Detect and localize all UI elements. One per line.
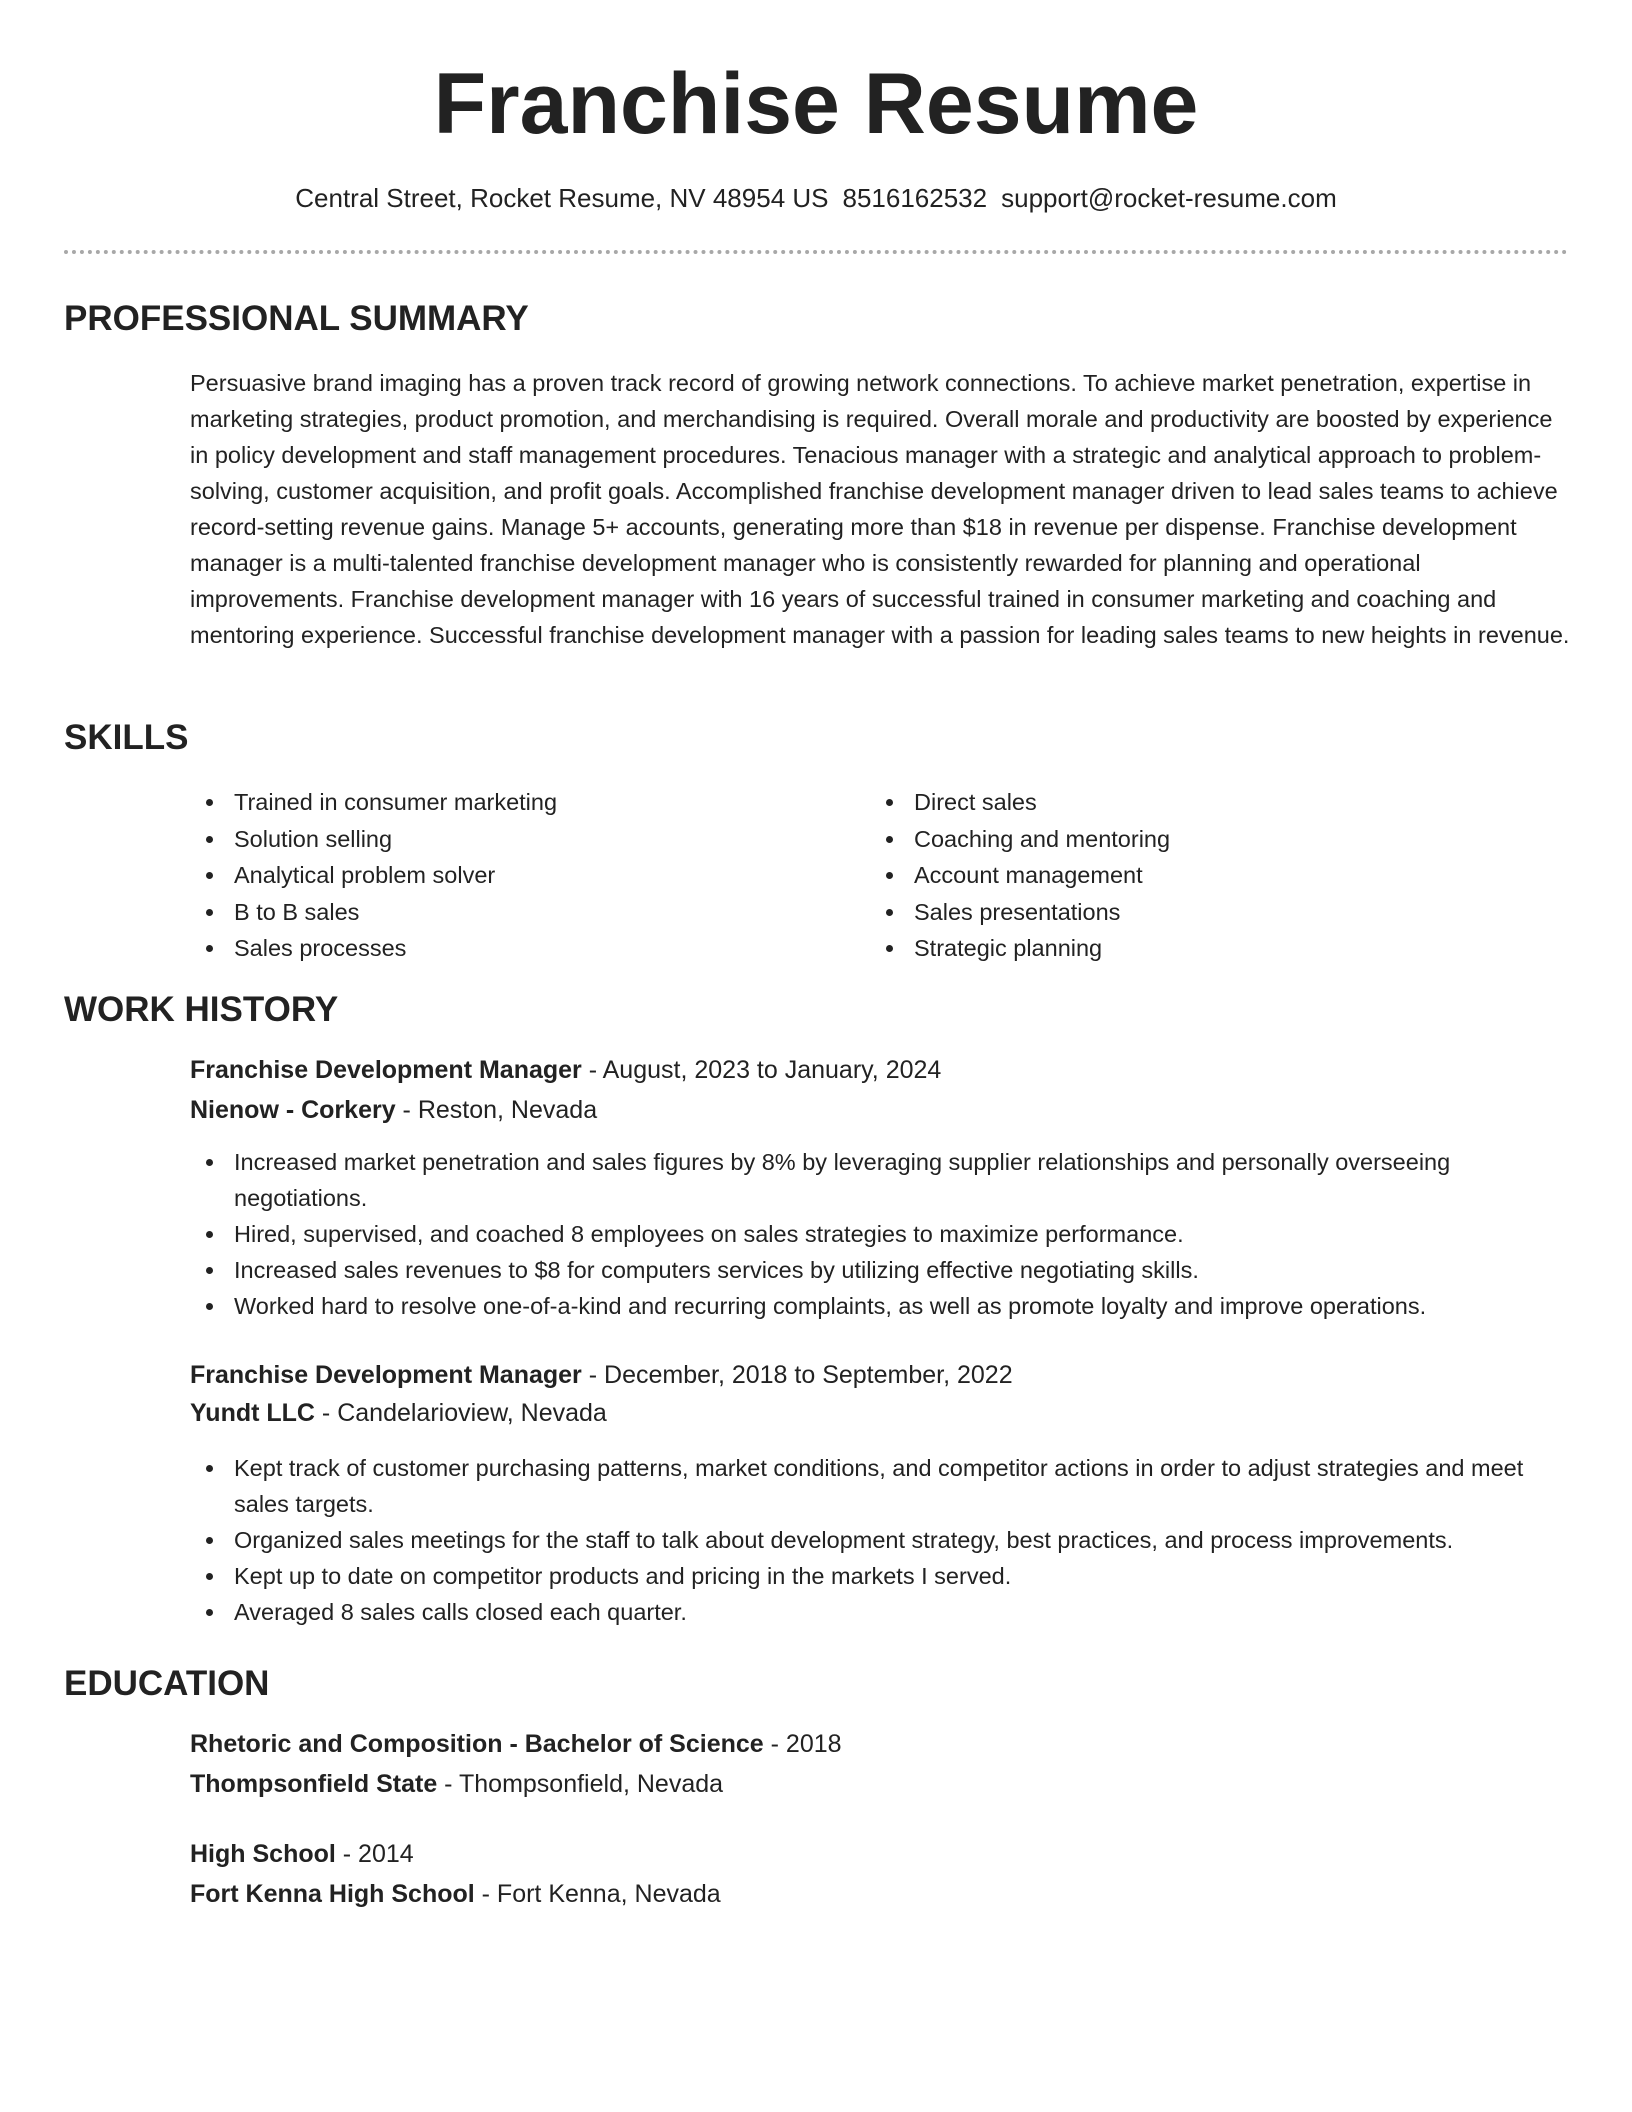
education-year: - 2014 — [335, 1840, 414, 1868]
duty-item: Kept up to date on competitor products and pricing in the markets I served. — [190, 1558, 1570, 1594]
skill-item: Trained in consumer marketing — [190, 784, 830, 821]
resume-name: Franchise Resume — [433, 56, 1199, 152]
duty-item: Kept track of customer purchasing patterns, market conditions, and competitor actions in order to adjust strategies and meet sales targets. — [190, 1450, 1570, 1522]
duty-item: Averaged 8 sales calls closed each quarter. — [190, 1594, 1570, 1630]
education-year: - 2018 — [763, 1730, 842, 1758]
job-title: Franchise Development Manager — [190, 1361, 582, 1389]
contact-email[interactable]: support@rocket-resume.com — [1001, 183, 1337, 213]
job-location: - Candelarioview, Nevada — [314, 1399, 607, 1427]
section-title-work-history: WORK HISTORY — [64, 990, 339, 1029]
skill-item: Solution selling — [190, 821, 830, 858]
summary-text: Persuasive brand imaging has a proven track record of growing network connections. To achieve market penetration, expertise in marketing strategies, product promotion, and merchandising is required. Overall morale and productivity are boosted by experience in policy development and staff management procedures. Tenacious manager with a strategic and analytical approach to problem-solving, customer acquisition, and profit goals. Accomplished franchise development manager driven to lead sales teams to achieve record-setting revenue gains. Manage 5+ accounts, generating more than $18 in revenue per dispense. Franchise development manager is a multi-talented franchise development manager who is consistently rewarded for planning and operational improvements. Franchise development manager with 16 years of successful trained in consumer marketing and coaching and mentoring experience. Successful franchise development manager with a passion for leading sales teams to new heights in revenue. — [190, 370, 1570, 648]
duty-item: Increased market penetration and sales figures by 8% by leveraging supplier relationships and personally overseeing negotiations. — [190, 1144, 1570, 1216]
job-company-line — [190, 1395, 1570, 1431]
skills-list-right — [870, 784, 1510, 967]
job-title-line — [190, 1052, 1570, 1088]
job-title-line — [190, 1357, 1570, 1393]
education-degree-line — [190, 1836, 1570, 1872]
section-title-skills: SKILLS — [64, 718, 189, 757]
skill-item: Sales presentations — [870, 894, 1510, 931]
job-company-line — [190, 1092, 1570, 1128]
education-school: Thompsonfield State — [190, 1770, 438, 1798]
duty-item: Organized sales meetings for the staff to talk about development strategy, best practices, and process improvements. — [190, 1522, 1570, 1558]
contact-address: Central Street, Rocket Resume, NV 48954 US — [295, 183, 829, 213]
job-dates: - August, 2023 to January, 2024 — [581, 1056, 942, 1084]
skill-item: B to B sales — [190, 894, 830, 931]
contact-line — [0, 180, 1632, 216]
contact-phone: 8516162532 — [842, 183, 988, 213]
education-degree: High School — [190, 1840, 336, 1868]
education-location: - Thompsonfield, Nevada — [437, 1770, 724, 1798]
job-company: Nienow - Corkery — [190, 1096, 396, 1124]
duty-item: Worked hard to resolve one-of-a-kind and recurring complaints, as well as promote loyalty and improve operations. — [190, 1288, 1570, 1324]
header-divider — [64, 250, 1568, 254]
job-location: - Reston, Nevada — [395, 1096, 598, 1124]
section-title-summary: PROFESSIONAL SUMMARY — [64, 299, 529, 338]
skills-list-left — [190, 784, 830, 967]
education-school-line — [190, 1876, 1570, 1912]
job-title: Franchise Development Manager — [190, 1056, 582, 1084]
job-company: Yundt LLC — [190, 1399, 315, 1427]
education-school: Fort Kenna High School — [190, 1880, 475, 1908]
job-duties-list — [190, 1450, 1570, 1630]
job-dates: - December, 2018 to September, 2022 — [581, 1361, 1013, 1389]
skill-item: Sales processes — [190, 930, 830, 967]
education-school-line — [190, 1766, 1570, 1802]
skill-item: Account management — [870, 857, 1510, 894]
education-degree: Rhetoric and Composition - Bachelor of Science — [190, 1730, 764, 1758]
skill-item: Strategic planning — [870, 930, 1510, 967]
education-degree-line — [190, 1726, 1570, 1762]
duty-item: Hired, supervised, and coached 8 employees on sales strategies to maximize performance. — [190, 1216, 1570, 1252]
skill-item: Analytical problem solver — [190, 857, 830, 894]
education-location: - Fort Kenna, Nevada — [474, 1880, 721, 1908]
job-duties-list — [190, 1144, 1570, 1324]
skill-item: Direct sales — [870, 784, 1510, 821]
skill-item: Coaching and mentoring — [870, 821, 1510, 858]
section-title-education: EDUCATION — [64, 1664, 270, 1703]
duty-item: Increased sales revenues to $8 for computers services by utilizing effective negotiating skills. — [190, 1252, 1570, 1288]
